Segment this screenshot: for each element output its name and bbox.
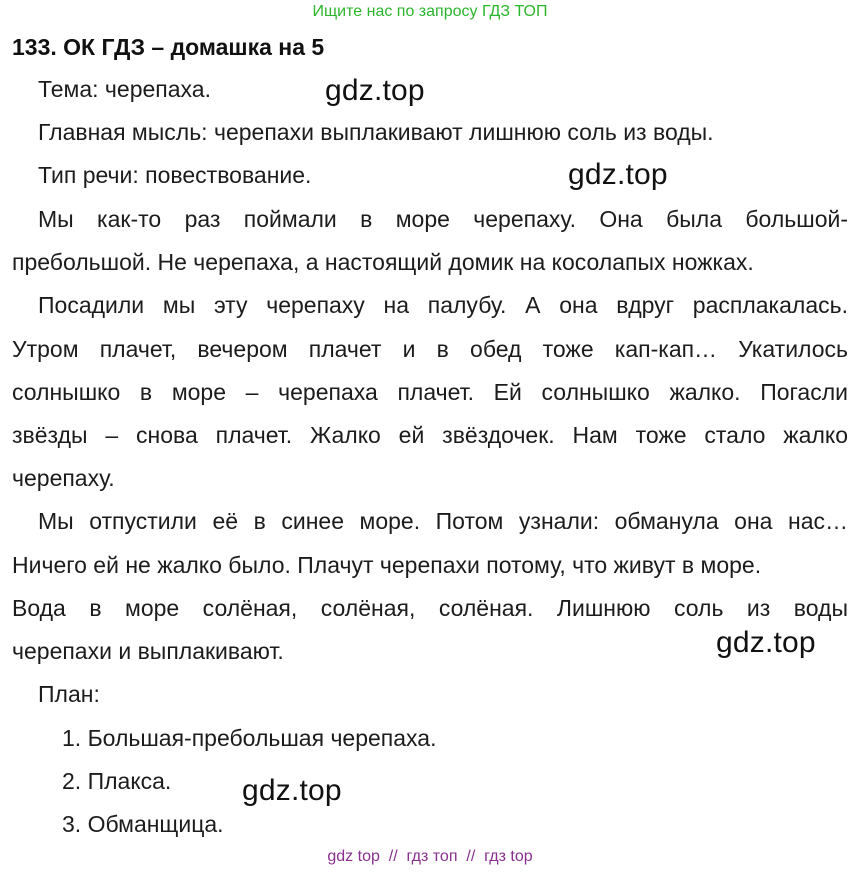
top-banner: Ищите нас по запросу ГДЗ ТОП <box>312 3 548 20</box>
plan-item-2: 2. Плакса. <box>62 768 172 794</box>
paragraph2-line2: Утром плачет, вечером плачет и в обед тоже кап-кап… Укатилось <box>12 336 848 362</box>
paragraph3-line3: Вода в море солёная, солёная, солёная. Лишнюю соль из воды <box>12 595 848 621</box>
page-title: 133. ОК ГДЗ – домашка на 5 <box>12 34 325 60</box>
paragraph1-line2: пребольшой. Не черепаха, а настоящий домик на косолапых ножках. <box>12 249 754 275</box>
plan-label: План: <box>38 681 100 707</box>
watermark: gdz.top <box>716 626 816 659</box>
theme-line: Тема: черепаха. <box>38 76 211 102</box>
paragraph3-line2: Ничего ей не жалко было. Плачут черепахи потому, что живут в море. <box>12 552 762 578</box>
footer: gdz top // гдз топ // гдз top <box>327 848 533 865</box>
watermark: gdz.top <box>325 74 425 107</box>
plan-item-3: 3. Обманщица. <box>62 811 224 837</box>
paragraph3-line4: черепахи и выплакивают. <box>12 638 284 664</box>
paragraph3-line1: Мы отпустили её в синее море. Потом узнали: обманула она нас… <box>38 508 848 534</box>
main-idea-line: Главная мысль: черепахи выплакивают лишнюю соль из воды. <box>38 119 714 145</box>
paragraph2-line5: черепаху. <box>12 465 115 491</box>
watermark: gdz.top <box>242 774 342 807</box>
plan-item-1: 1. Большая-пребольшая черепаха. <box>62 725 437 751</box>
speech-type-line: Тип речи: повествование. <box>38 162 312 188</box>
paragraph2-line4: звёзды – снова плачет. Жалко ей звёздочек. Нам тоже стало жалко <box>12 422 848 448</box>
watermark: gdz.top <box>568 158 668 191</box>
paragraph1-line1: Мы как-то раз поймали в море черепаху. Она была большой- <box>38 206 848 232</box>
paragraph2-line3: солнышко в море – черепаха плачет. Ей солнышко жалко. Погасли <box>12 379 848 405</box>
paragraph2-line1: Посадили мы эту черепаху на палубу. А она вдруг расплакалась. <box>38 292 848 318</box>
